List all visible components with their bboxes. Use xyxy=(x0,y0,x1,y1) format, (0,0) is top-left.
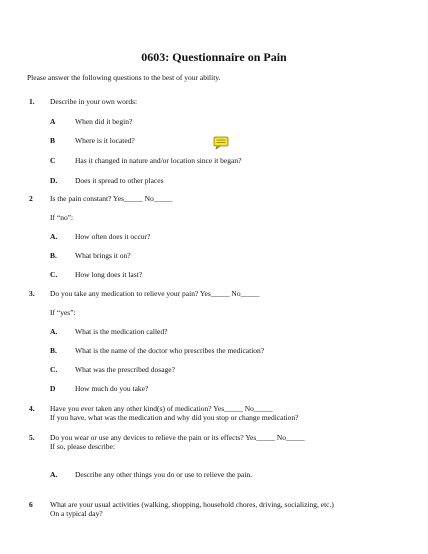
item-text: What was the prescribed dosage? xyxy=(75,365,175,374)
item-text: How long does it last? xyxy=(75,270,143,279)
item-text: How much do you take? xyxy=(75,384,149,393)
item-text: How often does it occur? xyxy=(75,232,151,241)
item-label: B. xyxy=(50,251,57,260)
intro-text: Please answer the following questions to the best of your ability. xyxy=(27,73,221,82)
item-label: D xyxy=(50,384,56,393)
conditional-label: If “no”: xyxy=(50,213,74,222)
question-text: Is the pain constant? Yes_____ No_____ xyxy=(50,194,173,203)
question-text: Do you take any medication to relieve your pain? Yes_____ No_____ xyxy=(50,289,260,298)
item-text: Has it changed in nature and/or location since it began? xyxy=(75,156,242,165)
question-text-line2: If so, please describe: xyxy=(50,442,115,451)
item-text: Describe any other things you do or use to relieve the pain. xyxy=(75,470,253,479)
item-label: A. xyxy=(50,470,58,479)
comment-note-icon[interactable] xyxy=(213,136,229,150)
conditional-label: If “yes”: xyxy=(50,308,76,317)
question-number: 5. xyxy=(29,433,35,442)
item-text: Does it spread to other places xyxy=(75,176,164,185)
item-label: A. xyxy=(50,232,58,241)
item-label: C. xyxy=(50,365,58,374)
item-label: A xyxy=(50,117,56,126)
page-title: 0603: Questionnaire on Pain xyxy=(141,50,287,64)
item-text: What is the medication called? xyxy=(75,327,168,336)
question-text-line2: On a typical day? xyxy=(50,509,103,518)
item-text: Where is it located? xyxy=(75,136,135,145)
item-label: D. xyxy=(50,176,58,185)
item-text: What brings it on? xyxy=(75,251,131,260)
question-number: 4. xyxy=(29,404,35,413)
item-label: C xyxy=(50,156,56,165)
question-number: 1. xyxy=(29,97,35,106)
item-label: B xyxy=(50,136,56,145)
question-number: 3. xyxy=(29,289,35,298)
question-text: Describe in your own words: xyxy=(50,97,138,106)
question-number: 2 xyxy=(29,194,33,203)
item-text: What is the name of the doctor who prescribes the medication? xyxy=(75,346,265,355)
item-label: B. xyxy=(50,346,57,355)
item-label: A. xyxy=(50,327,58,336)
question-number: 6 xyxy=(29,500,33,509)
question-text: What are your usual activities (walking, shopping, household chores, driving, socializing, etc.) xyxy=(50,500,334,509)
item-label: C. xyxy=(50,270,58,279)
item-text: When did it begin? xyxy=(75,117,133,126)
question-text: Do you wear or use any devices to relieve the pain or its effects? Yes_____ No_____ xyxy=(50,433,305,442)
question-text: Have you ever taken any other kind(s) of medication? Yes_____ No_____ xyxy=(50,404,273,413)
question-text-line2: If you have, what was the medication and why did you stop or change medication? xyxy=(50,413,299,422)
